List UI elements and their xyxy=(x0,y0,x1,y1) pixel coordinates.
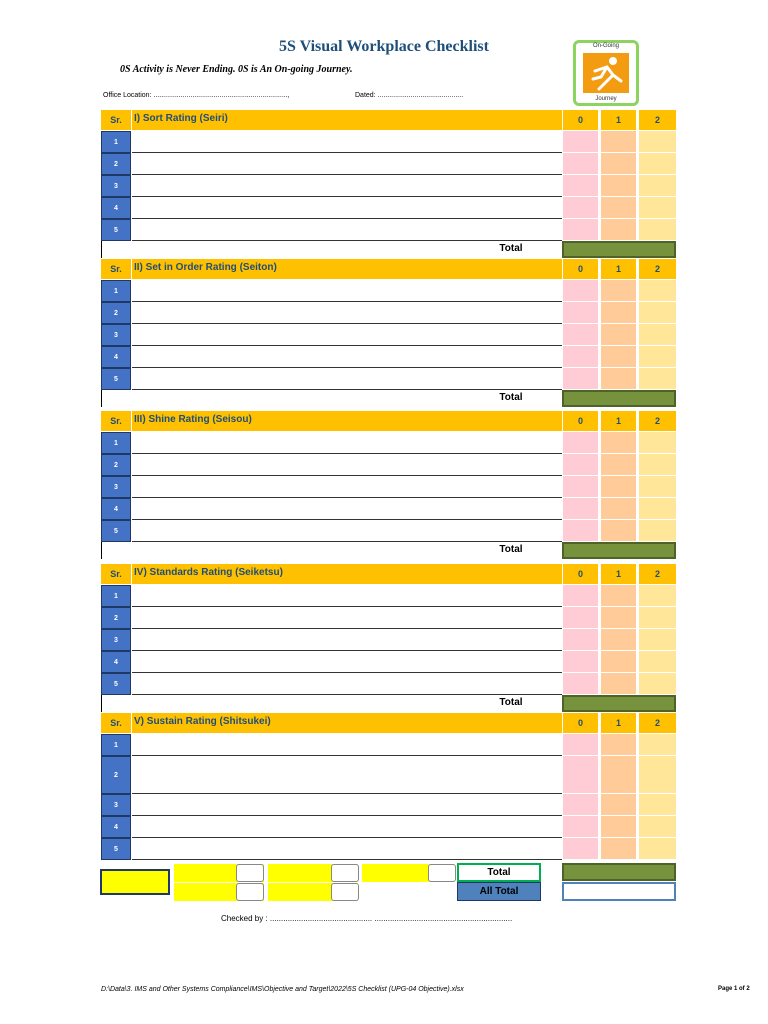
total-value-cell xyxy=(562,390,676,407)
section-header xyxy=(101,259,676,279)
section-header xyxy=(101,110,676,130)
summary-total-label: Total xyxy=(457,863,541,882)
total-value-cell xyxy=(562,241,676,258)
logo-bottom-text: Journey xyxy=(595,96,617,102)
row-number: 2 xyxy=(101,454,131,476)
row-description-cell[interactable] xyxy=(132,197,562,219)
score-cell-1[interactable] xyxy=(601,454,636,476)
checklist-row xyxy=(101,673,676,695)
score-cell-1[interactable] xyxy=(601,175,636,197)
score-header: 2 xyxy=(639,259,676,279)
row-number: 5 xyxy=(101,673,131,695)
score-cell-1[interactable] xyxy=(601,432,636,454)
checklist-row xyxy=(101,153,676,175)
score-cell-2[interactable] xyxy=(639,585,676,607)
checklist-row xyxy=(101,175,676,197)
score-cell-0[interactable] xyxy=(563,219,598,241)
score-cell-2[interactable] xyxy=(639,432,676,454)
score-cell-2[interactable] xyxy=(639,629,676,651)
row-description-cell[interactable] xyxy=(132,153,562,175)
section-title: I) Sort Rating (Seiri) xyxy=(132,110,562,130)
score-cell-1[interactable] xyxy=(601,520,636,542)
sr-header: Sr. xyxy=(101,713,131,733)
checklist-row xyxy=(101,651,676,673)
row-number: 2 xyxy=(101,153,131,175)
summary-checkbox[interactable] xyxy=(236,883,264,901)
score-cell-2[interactable] xyxy=(639,520,676,542)
score-cell-0[interactable] xyxy=(563,651,598,673)
row-number: 5 xyxy=(101,368,131,390)
summary-checkbox[interactable] xyxy=(428,864,456,882)
row-description-cell[interactable] xyxy=(132,454,562,476)
row-description-cell[interactable] xyxy=(132,368,562,390)
checklist-row xyxy=(101,838,676,860)
score-cell-0[interactable] xyxy=(563,794,598,816)
score-cell-0[interactable] xyxy=(563,520,598,542)
score-cell-2[interactable] xyxy=(639,368,676,390)
score-cell-0[interactable] xyxy=(563,454,598,476)
page-number: Page 1 of 2 xyxy=(718,986,750,992)
score-cell-0[interactable] xyxy=(563,324,598,346)
score-header: 0 xyxy=(563,110,598,130)
score-cell-0[interactable] xyxy=(563,673,598,695)
section-title: II) Set in Order Rating (Seiton) xyxy=(132,259,562,279)
row-description-cell[interactable] xyxy=(132,131,562,153)
row-description-cell[interactable] xyxy=(132,324,562,346)
score-cell-0[interactable] xyxy=(563,302,598,324)
runner-icon xyxy=(583,53,629,93)
score-cell-1[interactable] xyxy=(601,838,636,860)
score-cell-1[interactable] xyxy=(601,498,636,520)
row-number: 1 xyxy=(101,734,131,756)
sr-header: Sr. xyxy=(101,411,131,431)
summary-yellow-box xyxy=(100,869,170,895)
row-description-cell[interactable] xyxy=(132,734,562,756)
office-location-field: Office Location: ....................................................................., xyxy=(103,92,290,99)
summary-checkbox[interactable] xyxy=(331,883,359,901)
score-cell-2[interactable] xyxy=(639,346,676,368)
row-number: 4 xyxy=(101,651,131,673)
checklist-row xyxy=(101,432,676,454)
score-cell-2[interactable] xyxy=(639,498,676,520)
all-total-label: All Total xyxy=(457,882,541,901)
score-cell-1[interactable] xyxy=(601,153,636,175)
row-number: 2 xyxy=(101,302,131,324)
score-cell-0[interactable] xyxy=(563,368,598,390)
section-title: III) Shine Rating (Seisou) xyxy=(132,411,562,431)
total-row-border xyxy=(101,390,102,407)
checklist-row xyxy=(101,131,676,153)
checklist-row xyxy=(101,794,676,816)
checked-by-field: Checked by : .............................................. .............................................................. xyxy=(221,914,513,923)
row-description-cell[interactable] xyxy=(132,838,562,860)
row-number: 4 xyxy=(101,816,131,838)
row-description-cell[interactable] xyxy=(132,346,562,368)
row-number: 1 xyxy=(101,432,131,454)
row-number: 4 xyxy=(101,498,131,520)
row-number: 1 xyxy=(101,131,131,153)
section-total-row xyxy=(101,695,676,712)
row-number: 2 xyxy=(101,607,131,629)
checklist-row xyxy=(101,346,676,368)
checklist-row xyxy=(101,476,676,498)
score-cell-2[interactable] xyxy=(639,838,676,860)
dated-field: Dated: ............................................ xyxy=(355,92,464,99)
score-cell-1[interactable] xyxy=(601,476,636,498)
section-header xyxy=(101,564,676,584)
section-header xyxy=(101,713,676,733)
score-header: 1 xyxy=(601,110,636,130)
row-number: 3 xyxy=(101,629,131,651)
row-description-cell[interactable] xyxy=(132,175,562,197)
row-description-cell[interactable] xyxy=(132,219,562,241)
section-total-row xyxy=(101,241,676,258)
score-cell-1[interactable] xyxy=(601,131,636,153)
sr-header: Sr. xyxy=(101,110,131,130)
score-cell-0[interactable] xyxy=(563,131,598,153)
score-cell-0[interactable] xyxy=(563,607,598,629)
score-cell-1[interactable] xyxy=(601,280,636,302)
ongoing-journey-logo xyxy=(573,40,639,106)
score-cell-2[interactable] xyxy=(639,651,676,673)
row-number: 5 xyxy=(101,520,131,542)
checklist-row xyxy=(101,816,676,838)
score-cell-2[interactable] xyxy=(639,302,676,324)
row-description-cell[interactable] xyxy=(132,476,562,498)
row-number: 3 xyxy=(101,476,131,498)
row-number: 5 xyxy=(101,219,131,241)
file-path-footer: D:\Data\3. IMS and Other Systems Compliance\IMS\Objective and Target\2022\5S Checklist (UPG-04 Objective).xlsx xyxy=(101,986,464,993)
total-value-cell xyxy=(562,695,676,712)
score-cell-0[interactable] xyxy=(563,280,598,302)
score-cell-1[interactable] xyxy=(601,734,636,756)
score-header: 1 xyxy=(601,564,636,584)
score-cell-0[interactable] xyxy=(563,838,598,860)
score-cell-2[interactable] xyxy=(639,175,676,197)
score-header: 2 xyxy=(639,564,676,584)
score-cell-1[interactable] xyxy=(601,324,636,346)
score-cell-0[interactable] xyxy=(563,756,598,794)
total-label: Total xyxy=(499,243,523,254)
section-header xyxy=(101,411,676,431)
total-label: Total xyxy=(499,392,523,403)
score-cell-2[interactable] xyxy=(639,131,676,153)
score-cell-0[interactable] xyxy=(563,197,598,219)
row-description-cell[interactable] xyxy=(132,432,562,454)
row-number: 3 xyxy=(101,794,131,816)
score-cell-1[interactable] xyxy=(601,629,636,651)
score-cell-2[interactable] xyxy=(639,794,676,816)
score-header: 2 xyxy=(639,713,676,733)
total-label: Total xyxy=(499,544,523,555)
score-header: 1 xyxy=(601,259,636,279)
row-description-cell[interactable] xyxy=(132,498,562,520)
section-total-row xyxy=(101,542,676,559)
score-cell-0[interactable] xyxy=(563,585,598,607)
checklist-row xyxy=(101,629,676,651)
row-number: 4 xyxy=(101,197,131,219)
score-cell-2[interactable] xyxy=(639,816,676,838)
row-number: 4 xyxy=(101,346,131,368)
score-cell-1[interactable] xyxy=(601,585,636,607)
row-description-cell[interactable] xyxy=(132,520,562,542)
summary-total-value xyxy=(562,863,676,881)
checklist-row xyxy=(101,498,676,520)
score-header: 2 xyxy=(639,411,676,431)
checklist-row xyxy=(101,197,676,219)
score-cell-2[interactable] xyxy=(639,219,676,241)
document-title: 5S Visual Workplace Checklist xyxy=(279,38,489,55)
row-description-cell[interactable] xyxy=(132,651,562,673)
score-cell-0[interactable] xyxy=(563,816,598,838)
checklist-row xyxy=(101,734,676,756)
score-cell-1[interactable] xyxy=(601,368,636,390)
total-row-border xyxy=(101,241,102,258)
score-header: 1 xyxy=(601,411,636,431)
score-cell-1[interactable] xyxy=(601,756,636,794)
logo-top-text: On-Going xyxy=(592,43,619,49)
checklist-row xyxy=(101,219,676,241)
score-cell-0[interactable] xyxy=(563,734,598,756)
score-cell-1[interactable] xyxy=(601,302,636,324)
all-total-value xyxy=(562,882,676,901)
score-cell-1[interactable] xyxy=(601,346,636,368)
score-cell-0[interactable] xyxy=(563,153,598,175)
total-row-border xyxy=(101,695,102,712)
total-row-border xyxy=(101,542,102,559)
summary-checkbox[interactable] xyxy=(331,864,359,882)
row-description-cell[interactable] xyxy=(132,629,562,651)
score-cell-2[interactable] xyxy=(639,673,676,695)
total-value-cell xyxy=(562,542,676,559)
row-number: 1 xyxy=(101,585,131,607)
score-cell-2[interactable] xyxy=(639,280,676,302)
score-cell-2[interactable] xyxy=(639,476,676,498)
document-subtitle: 0S Activity is Never Ending. 0S is An On-going Journey. xyxy=(120,64,353,75)
row-description-cell[interactable] xyxy=(132,302,562,324)
checklist-row xyxy=(101,302,676,324)
checklist-row xyxy=(101,520,676,542)
row-description-cell[interactable] xyxy=(132,756,562,794)
score-cell-1[interactable] xyxy=(601,219,636,241)
row-description-cell[interactable] xyxy=(132,673,562,695)
total-label: Total xyxy=(499,697,523,708)
score-cell-0[interactable] xyxy=(563,476,598,498)
section-title: V) Sustain Rating (Shitsukei) xyxy=(132,713,562,733)
row-description-cell[interactable] xyxy=(132,607,562,629)
score-cell-1[interactable] xyxy=(601,673,636,695)
summary-checkbox[interactable] xyxy=(236,864,264,882)
score-cell-0[interactable] xyxy=(563,432,598,454)
score-cell-0[interactable] xyxy=(563,498,598,520)
section-total-row xyxy=(101,390,676,407)
score-header: 2 xyxy=(639,110,676,130)
score-header: 0 xyxy=(563,564,598,584)
sr-header: Sr. xyxy=(101,564,131,584)
score-cell-1[interactable] xyxy=(601,651,636,673)
row-description-cell[interactable] xyxy=(132,816,562,838)
sr-header: Sr. xyxy=(101,259,131,279)
score-header: 0 xyxy=(563,259,598,279)
row-number: 1 xyxy=(101,280,131,302)
score-cell-1[interactable] xyxy=(601,607,636,629)
score-cell-1[interactable] xyxy=(601,197,636,219)
score-cell-0[interactable] xyxy=(563,175,598,197)
checklist-row xyxy=(101,756,676,794)
score-cell-2[interactable] xyxy=(639,734,676,756)
score-header: 0 xyxy=(563,411,598,431)
score-cell-2[interactable] xyxy=(639,454,676,476)
score-cell-0[interactable] xyxy=(563,629,598,651)
score-cell-2[interactable] xyxy=(639,607,676,629)
score-cell-1[interactable] xyxy=(601,794,636,816)
row-number: 3 xyxy=(101,324,131,346)
row-description-cell[interactable] xyxy=(132,585,562,607)
score-cell-2[interactable] xyxy=(639,324,676,346)
checklist-row xyxy=(101,585,676,607)
score-cell-0[interactable] xyxy=(563,346,598,368)
row-number: 2 xyxy=(101,756,131,794)
score-cell-2[interactable] xyxy=(639,197,676,219)
score-cell-1[interactable] xyxy=(601,816,636,838)
row-description-cell[interactable] xyxy=(132,794,562,816)
row-number: 3 xyxy=(101,175,131,197)
checklist-row xyxy=(101,280,676,302)
checklist-row xyxy=(101,607,676,629)
score-header: 1 xyxy=(601,713,636,733)
checklist-row xyxy=(101,368,676,390)
section-title: IV) Standards Rating (Seiketsu) xyxy=(132,564,562,584)
score-cell-2[interactable] xyxy=(639,153,676,175)
checklist-row xyxy=(101,454,676,476)
checklist-row xyxy=(101,324,676,346)
row-number: 5 xyxy=(101,838,131,860)
score-header: 0 xyxy=(563,713,598,733)
score-cell-2[interactable] xyxy=(639,756,676,794)
row-description-cell[interactable] xyxy=(132,280,562,302)
